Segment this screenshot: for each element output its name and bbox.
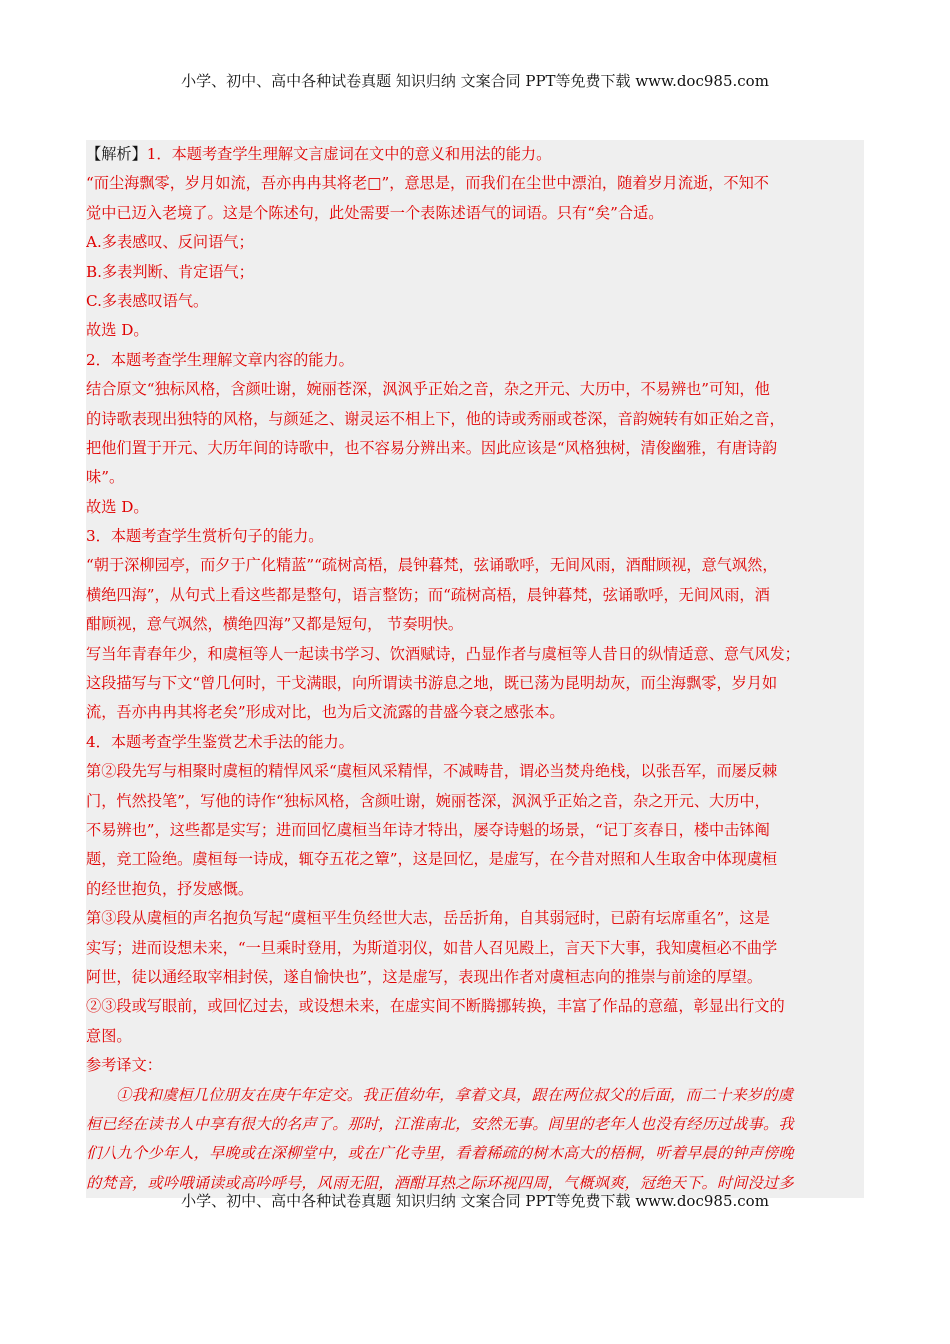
q2-line2: 的诗歌表现出独特的风格，与颜延之、谢灵运不相上下，他的诗或秀丽或苍深，音韵婉转有如正始之音， [86, 409, 785, 428]
q4-line1: 第②段先写与相聚时虞桓的精悍风采“虞桓风采精悍，不减畴昔，谓必当焚舟绝栈，以张吾军，而屡反棘 [86, 762, 778, 781]
q1-answer: 故选 D。 [86, 321, 149, 340]
q3-line6: 流，吾亦冉冉其将老矣”形成对比，也为后文流露的昔盛今衰之感张本。 [86, 703, 565, 722]
q4-line9: ②③段或写眼前，或回忆过去，或设想未来，在虚实间不断腾挪转换，丰富了作品的意蕴，彰显出行文的 [86, 997, 785, 1016]
q4-line7: 实写；进而设想未来，“一旦乘时登用，为斯道羽仪，如昔人召见殿上，言天下大事，我知虞桓必不曲学 [86, 938, 778, 957]
translation-line4: 的梵音，或吟哦诵读或高吟呼号，风雨无阻，酒酣耳热之际环视四周，气概飒爽，冠绝天下。时间没过多 [86, 1173, 794, 1192]
q1-line1: “而尘海飘零，岁月如流，吾亦冉冉其将老□”，意思是，而我们在尘世中漂泊，随着岁月流逝，不知不 [86, 174, 769, 193]
analysis-content [86, 140, 864, 1198]
q4-heading: 4．本题考查学生鉴赏艺术手法的能力。 [86, 732, 354, 751]
translation-body [86, 1081, 864, 1199]
analysis-tag: 【解析】 [86, 145, 147, 163]
translation-line1: ①我和虞桓几位朋友在庚午年定交。我正值幼年，拿着文具，跟在两位叔父的后面，而二十来岁的虞 [116, 1085, 794, 1104]
translation-line3: 们八九个少年人，早晚或在深柳堂中，或在广化寺里，看着稀疏的树木高大的梧桐，听着早晨的钟声傍晚 [86, 1144, 794, 1163]
translation-heading: 参考译文： [86, 1056, 162, 1075]
q2-line1: 结合原文“独标风格，含颜吐谢，婉丽苍深，沨沨乎正始之音，杂之开元、大历中，不易辨也”可知，他 [86, 380, 770, 399]
q1-heading: 1．本题考查学生理解文言虚词在文中的意义和用法的能力。 [146, 145, 552, 163]
q1-heading-line [86, 140, 864, 169]
q1-option-c: C.多表感叹语气。 [86, 291, 209, 310]
q4-line8: 阿世，徒以通经取宰相封侯，遂自愉快也”，这是虚写，表现出作者对虞桓志向的推崇与前途的厚望。 [86, 967, 763, 986]
q1-option-a: A.多表感叹、反问语气； [86, 233, 254, 252]
q1-line2: 觉中已迈入老境了。这是个陈述句，此处需要一个表陈述语气的词语。只有“矣”合适。 [86, 203, 664, 222]
q4-line4: 题，竞工险绝。虞桓每一诗成，辄夺五花之簟”，这是回忆，是虚写，在今昔对照和人生取舍中体现虞桓 [86, 850, 778, 869]
q4-line10: 意图。 [86, 1026, 132, 1045]
q4-line5: 的经世抱负，抒发感慨。 [86, 879, 254, 898]
q3-heading: 3．本题考查学生赏析句子的能力。 [86, 527, 324, 546]
q4-line2: 门，忾然投笔”，写他的诗作“独标风格，含颜吐谢，婉丽苍深，沨沨乎正始之音，杂之开元、大历中， [86, 791, 770, 810]
translation-line2: 桓已经在读书人中享有很大的名声了。那时，江淮南北，安然无事。闾里的老年人也没有经历过战事。我 [86, 1114, 794, 1133]
q4-line6: 第③段从虞桓的声名抱负写起“虞桓平生负经世大志，岳岳折角，自其弱冠时，已蔚有坛席重名”，这是 [86, 909, 770, 928]
page-footer: 小学、初中、高中各种试卷真题 知识归纳 文案合同 PPT等免费下载 www.doc985.com [181, 1192, 769, 1210]
q3-line4: 写当年青春年少，和虞桓等人一起读书学习、饮酒赋诗，凸显作者与虞桓等人昔日的纵情适意、意气风发； [86, 644, 800, 663]
q2-heading: 2．本题考查学生理解文章内容的能力。 [86, 350, 354, 369]
q3-line2: 横绝四海”，从句式上看这些都是整句，语言整饬；而“疏树高梧，晨钟暮梵，弦诵歌呼，无间风雨，酒 [86, 585, 770, 604]
q4-line3: 不易辨也”，这些都是实写；进而回忆虞桓当年诗才特出，屡夺诗魁的场景，“记丁亥春日，楼中击钵阄 [86, 820, 770, 839]
q3-line1: “朝于深柳园亭，而夕于广化精蓝”“疏树高梧，晨钟暮梵，弦诵歌呼，无间风雨，酒酣顾视，意气飒然， [86, 556, 778, 575]
q1-option-b: B.多表判断、肯定语气； [86, 262, 254, 281]
q3-line3: 酣顾视，意气飒然，横绝四海”又都是短句， 节奏明快。 [86, 615, 464, 634]
q2-line4: 味”。 [86, 468, 125, 487]
q2-line3: 把他们置于开元、大历年间的诗歌中，也不容易分辨出来。因此应该是“风格独树，清俊幽雅，有唐诗韵 [86, 438, 778, 457]
page-header: 小学、初中、高中各种试卷真题 知识归纳 文案合同 PPT等免费下载 www.doc985.com [181, 72, 769, 90]
q2-answer: 故选 D。 [86, 497, 149, 516]
q3-line5: 这段描写与下文“曾几何时，干戈满眼，向所谓读书游息之地，既已荡为昆明劫灰，而尘海飘零，岁月如 [86, 674, 778, 693]
